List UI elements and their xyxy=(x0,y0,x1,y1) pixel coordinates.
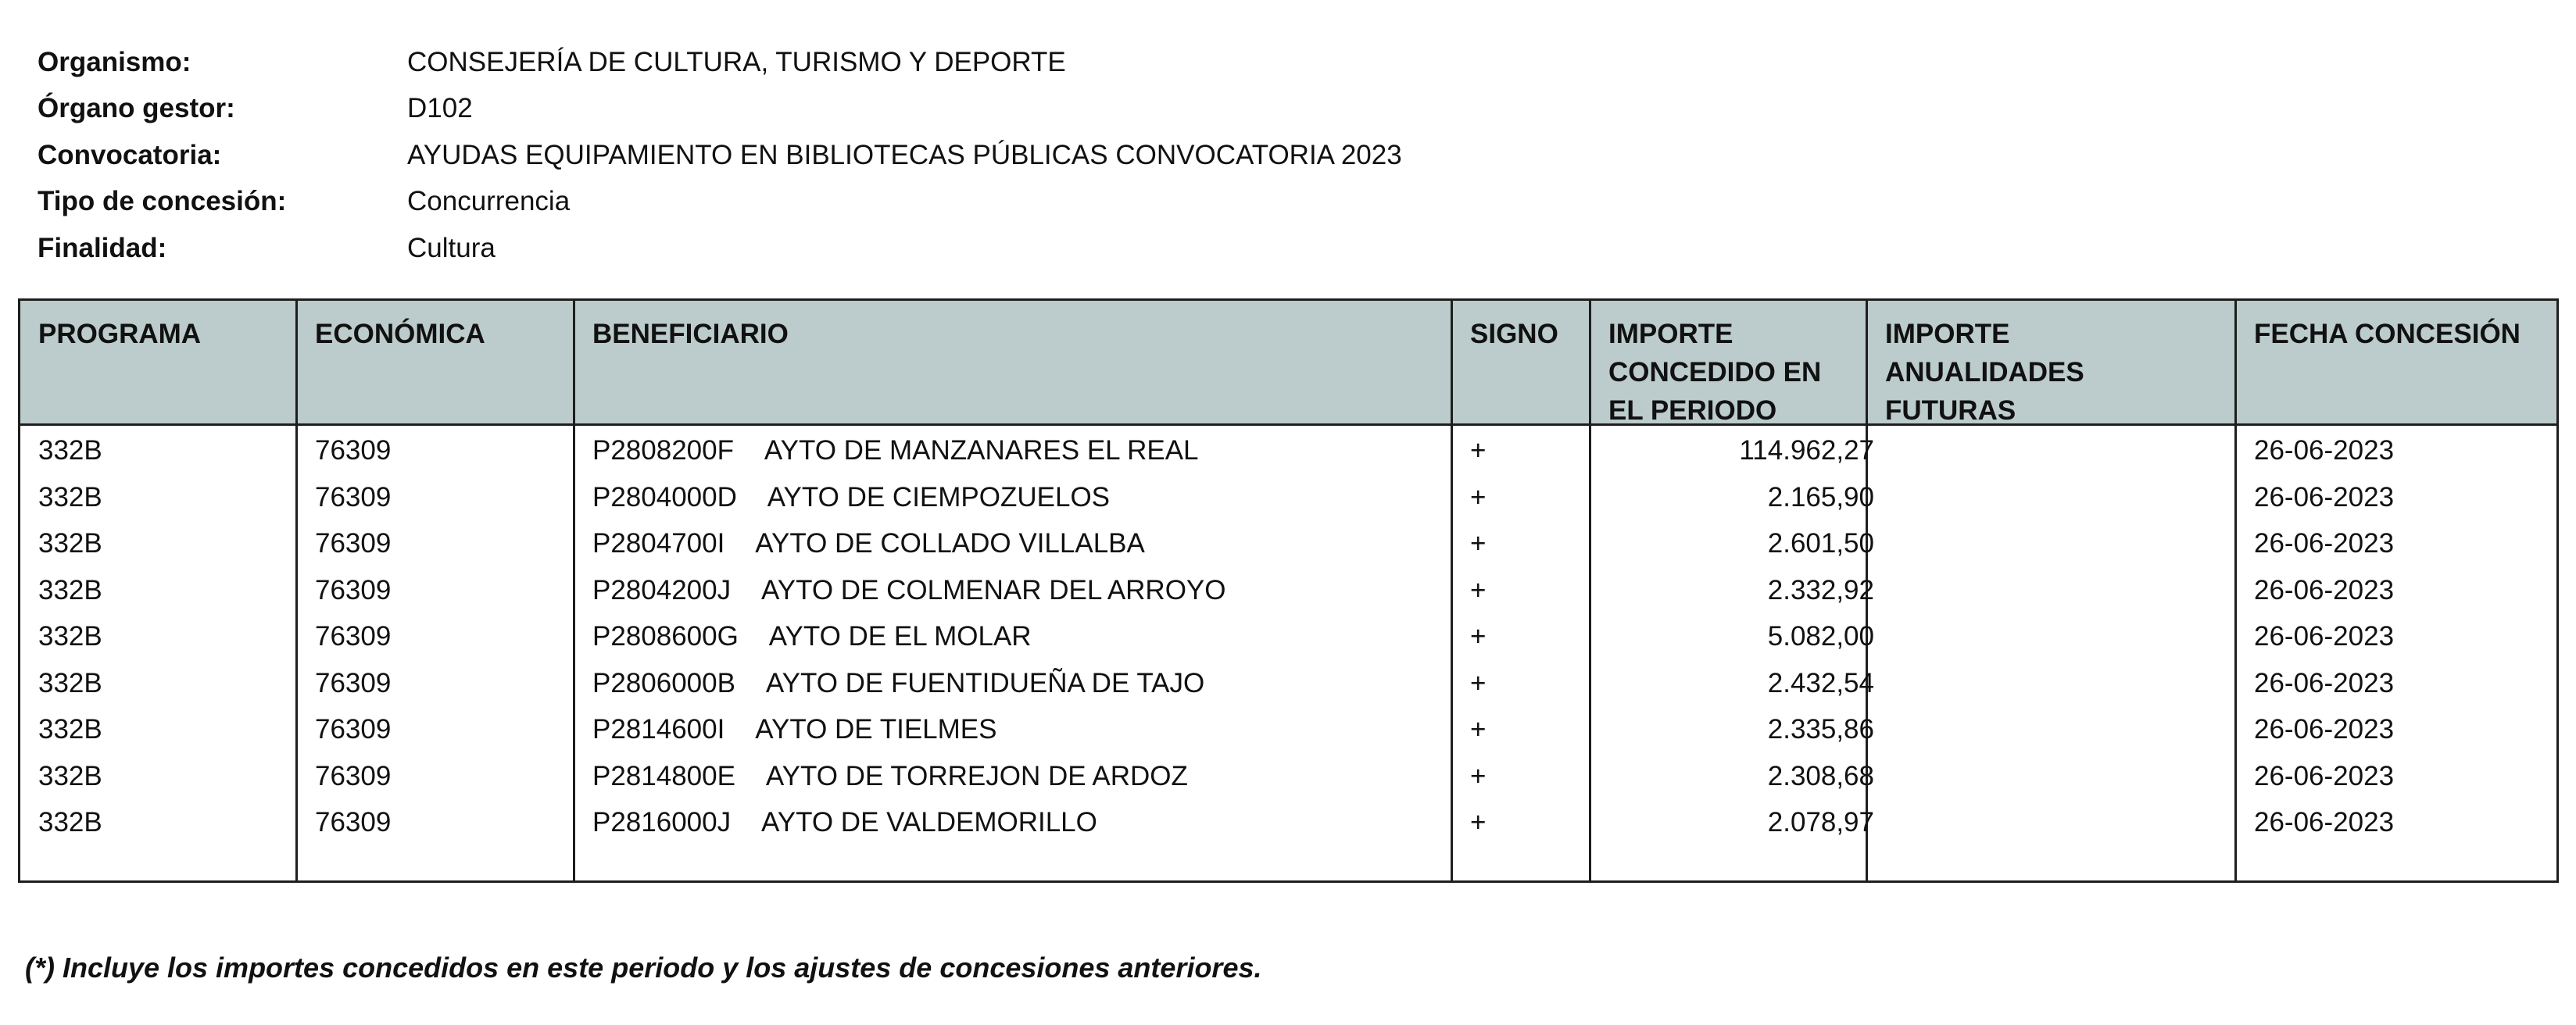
meta-row-tipo-concesion xyxy=(38,179,1402,226)
meta-label: Tipo de concesión: xyxy=(38,186,287,217)
cell-fecha: 26-06-2023 xyxy=(2254,435,2395,466)
cell-economica: 76309 xyxy=(315,528,392,559)
cell-signo: + xyxy=(1470,807,1487,838)
beneficiary-nif: P2806000B xyxy=(592,667,735,698)
cell-economica: 76309 xyxy=(315,714,392,745)
cell-economica: 76309 xyxy=(315,807,392,838)
cell-signo: + xyxy=(1470,528,1487,559)
beneficiary-nif: P2814600I xyxy=(592,714,725,745)
table-body xyxy=(20,427,2556,846)
meta-label: Organismo: xyxy=(38,46,191,77)
cell-importe: 114.962,27 xyxy=(1739,435,1874,466)
header-economica: ECONÓMICA xyxy=(315,319,485,349)
meta-value: D102 xyxy=(407,93,473,124)
table-row xyxy=(20,613,2556,660)
cell-beneficiario xyxy=(592,706,997,753)
meta-row-convocatoria xyxy=(38,132,1402,179)
meta-row-organo-gestor xyxy=(38,86,1402,133)
beneficiary-nif: P2804200J xyxy=(592,574,732,605)
cell-programa: 332B xyxy=(38,621,102,652)
cell-signo: + xyxy=(1470,435,1487,466)
cell-importe: 2.165,90 xyxy=(1767,481,1874,512)
table-row xyxy=(20,427,2556,474)
cell-economica: 76309 xyxy=(315,667,392,698)
meta-row-organismo xyxy=(38,39,1402,86)
cell-fecha: 26-06-2023 xyxy=(2254,714,2395,745)
header-importe: IMPORTE CONCEDIDO EN EL PERIODO xyxy=(1608,319,1822,426)
beneficiary-nif: P2804000D xyxy=(592,481,737,512)
table-row xyxy=(20,799,2556,846)
beneficiary-name: AYTO DE CIEMPOZUELOS xyxy=(767,481,1111,512)
meta-label: Convocatoria: xyxy=(38,139,222,170)
grants-table xyxy=(18,298,2559,883)
cell-fecha: 26-06-2023 xyxy=(2254,574,2395,605)
cell-programa: 332B xyxy=(38,667,102,698)
cell-fecha: 26-06-2023 xyxy=(2254,528,2395,559)
beneficiary-name: AYTO DE MANZANARES EL REAL xyxy=(764,435,1199,466)
cell-importe: 2.308,68 xyxy=(1767,760,1874,791)
cell-economica: 76309 xyxy=(315,760,392,791)
cell-fecha: 26-06-2023 xyxy=(2254,667,2395,698)
cell-beneficiario xyxy=(592,753,1188,800)
cell-economica: 76309 xyxy=(315,621,392,652)
cell-signo: + xyxy=(1470,481,1487,512)
beneficiary-name: AYTO DE FUENTIDUEÑA DE TAJO xyxy=(765,667,1205,698)
cell-fecha: 26-06-2023 xyxy=(2254,621,2395,652)
meta-value: CONSEJERÍA DE CULTURA, TURISMO Y DEPORTE xyxy=(407,46,1066,77)
meta-label: Órgano gestor: xyxy=(38,93,235,124)
header-signo: SIGNO xyxy=(1470,319,1558,349)
beneficiary-name: AYTO DE TIELMES xyxy=(755,714,997,745)
cell-beneficiario xyxy=(592,427,1199,474)
cell-beneficiario xyxy=(592,613,1032,660)
cell-economica: 76309 xyxy=(315,481,392,512)
beneficiary-name: AYTO DE VALDEMORILLO xyxy=(761,807,1097,838)
beneficiary-name: AYTO DE COLLADO VILLALBA xyxy=(755,528,1145,559)
header-programa: PROGRAMA xyxy=(38,319,202,349)
cell-signo: + xyxy=(1470,574,1487,605)
beneficiary-name: AYTO DE COLMENAR DEL ARROYO xyxy=(761,574,1226,605)
cell-economica: 76309 xyxy=(315,435,392,466)
beneficiary-nif: P2804700I xyxy=(592,528,725,559)
beneficiary-name: AYTO DE EL MOLAR xyxy=(768,621,1032,652)
cell-programa: 332B xyxy=(38,574,102,605)
cell-signo: + xyxy=(1470,621,1487,652)
cell-beneficiario xyxy=(592,567,1226,614)
cell-beneficiario xyxy=(592,660,1204,707)
meta-value: Cultura xyxy=(407,232,496,263)
cell-signo: + xyxy=(1470,760,1487,791)
cell-beneficiario xyxy=(592,474,1110,521)
beneficiary-nif: P2816000J xyxy=(592,807,732,838)
beneficiary-nif: P2814800E xyxy=(592,760,735,791)
footnote: (*) Incluye los importes concedidos en este periodo y los ajustes de concesiones anteriores. xyxy=(25,952,1262,984)
table-row xyxy=(20,660,2556,707)
cell-programa: 332B xyxy=(38,481,102,512)
cell-beneficiario xyxy=(592,799,1097,846)
beneficiary-nif: P2808200F xyxy=(592,435,734,466)
cell-importe: 5.082,00 xyxy=(1767,621,1874,652)
table-row xyxy=(20,706,2556,753)
cell-programa: 332B xyxy=(38,760,102,791)
cell-programa: 332B xyxy=(38,807,102,838)
header-anualidades: IMPORTE ANUALIDADES FUTURAS xyxy=(1885,319,2084,426)
cell-beneficiario xyxy=(592,520,1145,567)
cell-importe: 2.601,50 xyxy=(1767,528,1874,559)
header-beneficiario: BENEFICIARIO xyxy=(592,319,789,349)
cell-fecha: 26-06-2023 xyxy=(2254,807,2395,838)
cell-programa: 332B xyxy=(38,528,102,559)
meta-value: AYUDAS EQUIPAMIENTO EN BIBLIOTECAS PÚBLICAS CONVOCATORIA 2023 xyxy=(407,139,1402,170)
header-fecha: FECHA CONCESIÓN xyxy=(2254,319,2521,349)
cell-importe: 2.078,97 xyxy=(1767,807,1874,838)
table-row xyxy=(20,520,2556,567)
beneficiary-nif: P2808600G xyxy=(592,621,739,652)
meta-label: Finalidad: xyxy=(38,232,167,263)
table-row xyxy=(20,753,2556,800)
cell-programa: 332B xyxy=(38,714,102,745)
cell-fecha: 26-06-2023 xyxy=(2254,481,2395,512)
cell-economica: 76309 xyxy=(315,574,392,605)
cell-importe: 2.432,54 xyxy=(1767,667,1874,698)
cell-importe: 2.335,86 xyxy=(1767,714,1874,745)
table-row xyxy=(20,474,2556,521)
meta-row-finalidad xyxy=(38,225,1402,272)
cell-fecha: 26-06-2023 xyxy=(2254,760,2395,791)
meta-value: Concurrencia xyxy=(407,186,571,217)
document-metadata xyxy=(38,39,1402,272)
cell-programa: 332B xyxy=(38,435,102,466)
cell-importe: 2.332,92 xyxy=(1767,574,1874,605)
cell-signo: + xyxy=(1470,667,1487,698)
table-row xyxy=(20,567,2556,614)
beneficiary-name: AYTO DE TORREJON DE ARDOZ xyxy=(765,760,1188,791)
cell-signo: + xyxy=(1470,714,1487,745)
